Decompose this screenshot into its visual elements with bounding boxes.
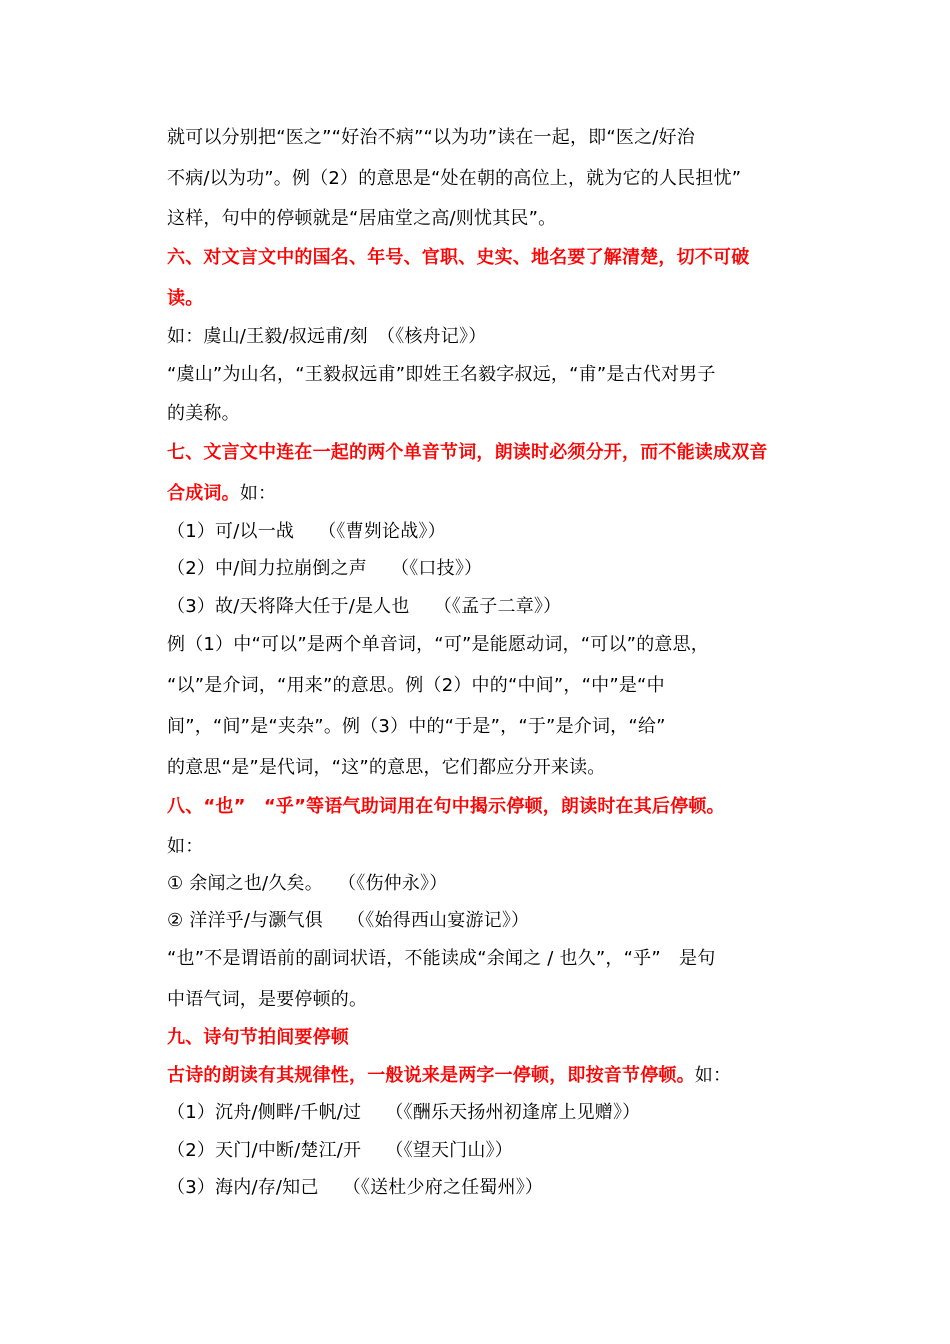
section-heading-6: 六、对文言文中的国名、年号、官职、史实、地名要了解清楚，切不可破 bbox=[167, 247, 750, 268]
section-heading-7: 七、文言文中连在一起的两个单音节词，朗读时必须分开，而不能读成双音 bbox=[167, 442, 768, 463]
section-heading-7-cont bbox=[167, 482, 276, 506]
body-text: 的意思“是”是代词，“这”的意思，它们都应分开来读。 bbox=[167, 757, 606, 778]
example-text: （1）可/以一战 （《曹刿论战》） bbox=[167, 521, 446, 542]
example-text: （3）故/天将降大任于/是人也 （《孟子二章》） bbox=[167, 596, 562, 617]
body-text: 的美称。 bbox=[167, 403, 240, 424]
heading-suffix: 如： bbox=[239, 483, 277, 504]
body-text: “以”是介词，“用来”的意思。例（2）中的“中间”，“中”是“中 bbox=[167, 675, 665, 696]
example-text: （1）沉舟/侧畔/千帆/过 （《酬乐天扬州初逢席上见赠》） bbox=[167, 1102, 641, 1123]
body-text: 间”，“间”是“夹杂”。例（3）中的“于是”，“于”是介词，“给” bbox=[167, 716, 666, 737]
body-text: 如： bbox=[167, 836, 204, 857]
example-text: （2）中/间力拉崩倒之声 （《口技》） bbox=[167, 558, 483, 579]
example-text: 如：虞山/王毅/叔远甫/刻 （《核舟记》） bbox=[167, 326, 487, 347]
subheading-suffix: 如： bbox=[694, 1065, 732, 1086]
section-heading-6-cont: 读。 bbox=[167, 288, 204, 309]
body-text: 这样，句中的停顿就是“居庙堂之高/则忧其民”。 bbox=[167, 208, 557, 229]
example-text: （2）天门/中断/楚江/开 （《望天门山》） bbox=[167, 1140, 513, 1161]
section-heading-9: 九、诗句节拍间要停顿 bbox=[167, 1027, 349, 1048]
body-text: 不病/以为功”。例（2）的意思是“处在朝的高位上，就为它的人民担忧” bbox=[167, 168, 742, 189]
body-text: 中语气词，是要停顿的。 bbox=[167, 989, 368, 1010]
subheading-text: 古诗的朗读有其规律性，一般说来是两字一停顿，即按音节停顿。 bbox=[167, 1065, 695, 1086]
body-text: 例（1）中“可以”是两个单音词，“可”是能愿动词，“可以”的意思， bbox=[167, 634, 710, 655]
body-text: 就可以分别把“医之”“好治不病”“以为功”读在一起，即“医之/好治 bbox=[167, 127, 695, 148]
heading-text: 合成词。 bbox=[167, 483, 240, 504]
example-text: ① 余闻之也/久矣。 （《伤仲永》） bbox=[167, 873, 448, 894]
body-text: “虞山”为山名，“王毅叔远甫”即姓王名毅字叔远，“甫”是古代对男子 bbox=[167, 364, 716, 385]
example-text: ② 洋洋乎/与灏气俱 （《始得西山宴游记》） bbox=[167, 910, 530, 931]
section-subheading-9 bbox=[167, 1064, 731, 1088]
example-text: （3）海内/存/知己 （《送杜少府之任蜀州》） bbox=[167, 1177, 544, 1198]
section-heading-8: 八、“也” “乎”等语气助词用在句中揭示停顿，朗读时在其后停顿。 bbox=[167, 796, 725, 817]
body-text: “也”不是谓语前的副词状语，不能读成“余闻之 / 也久”，“乎” 是句 bbox=[167, 948, 716, 969]
